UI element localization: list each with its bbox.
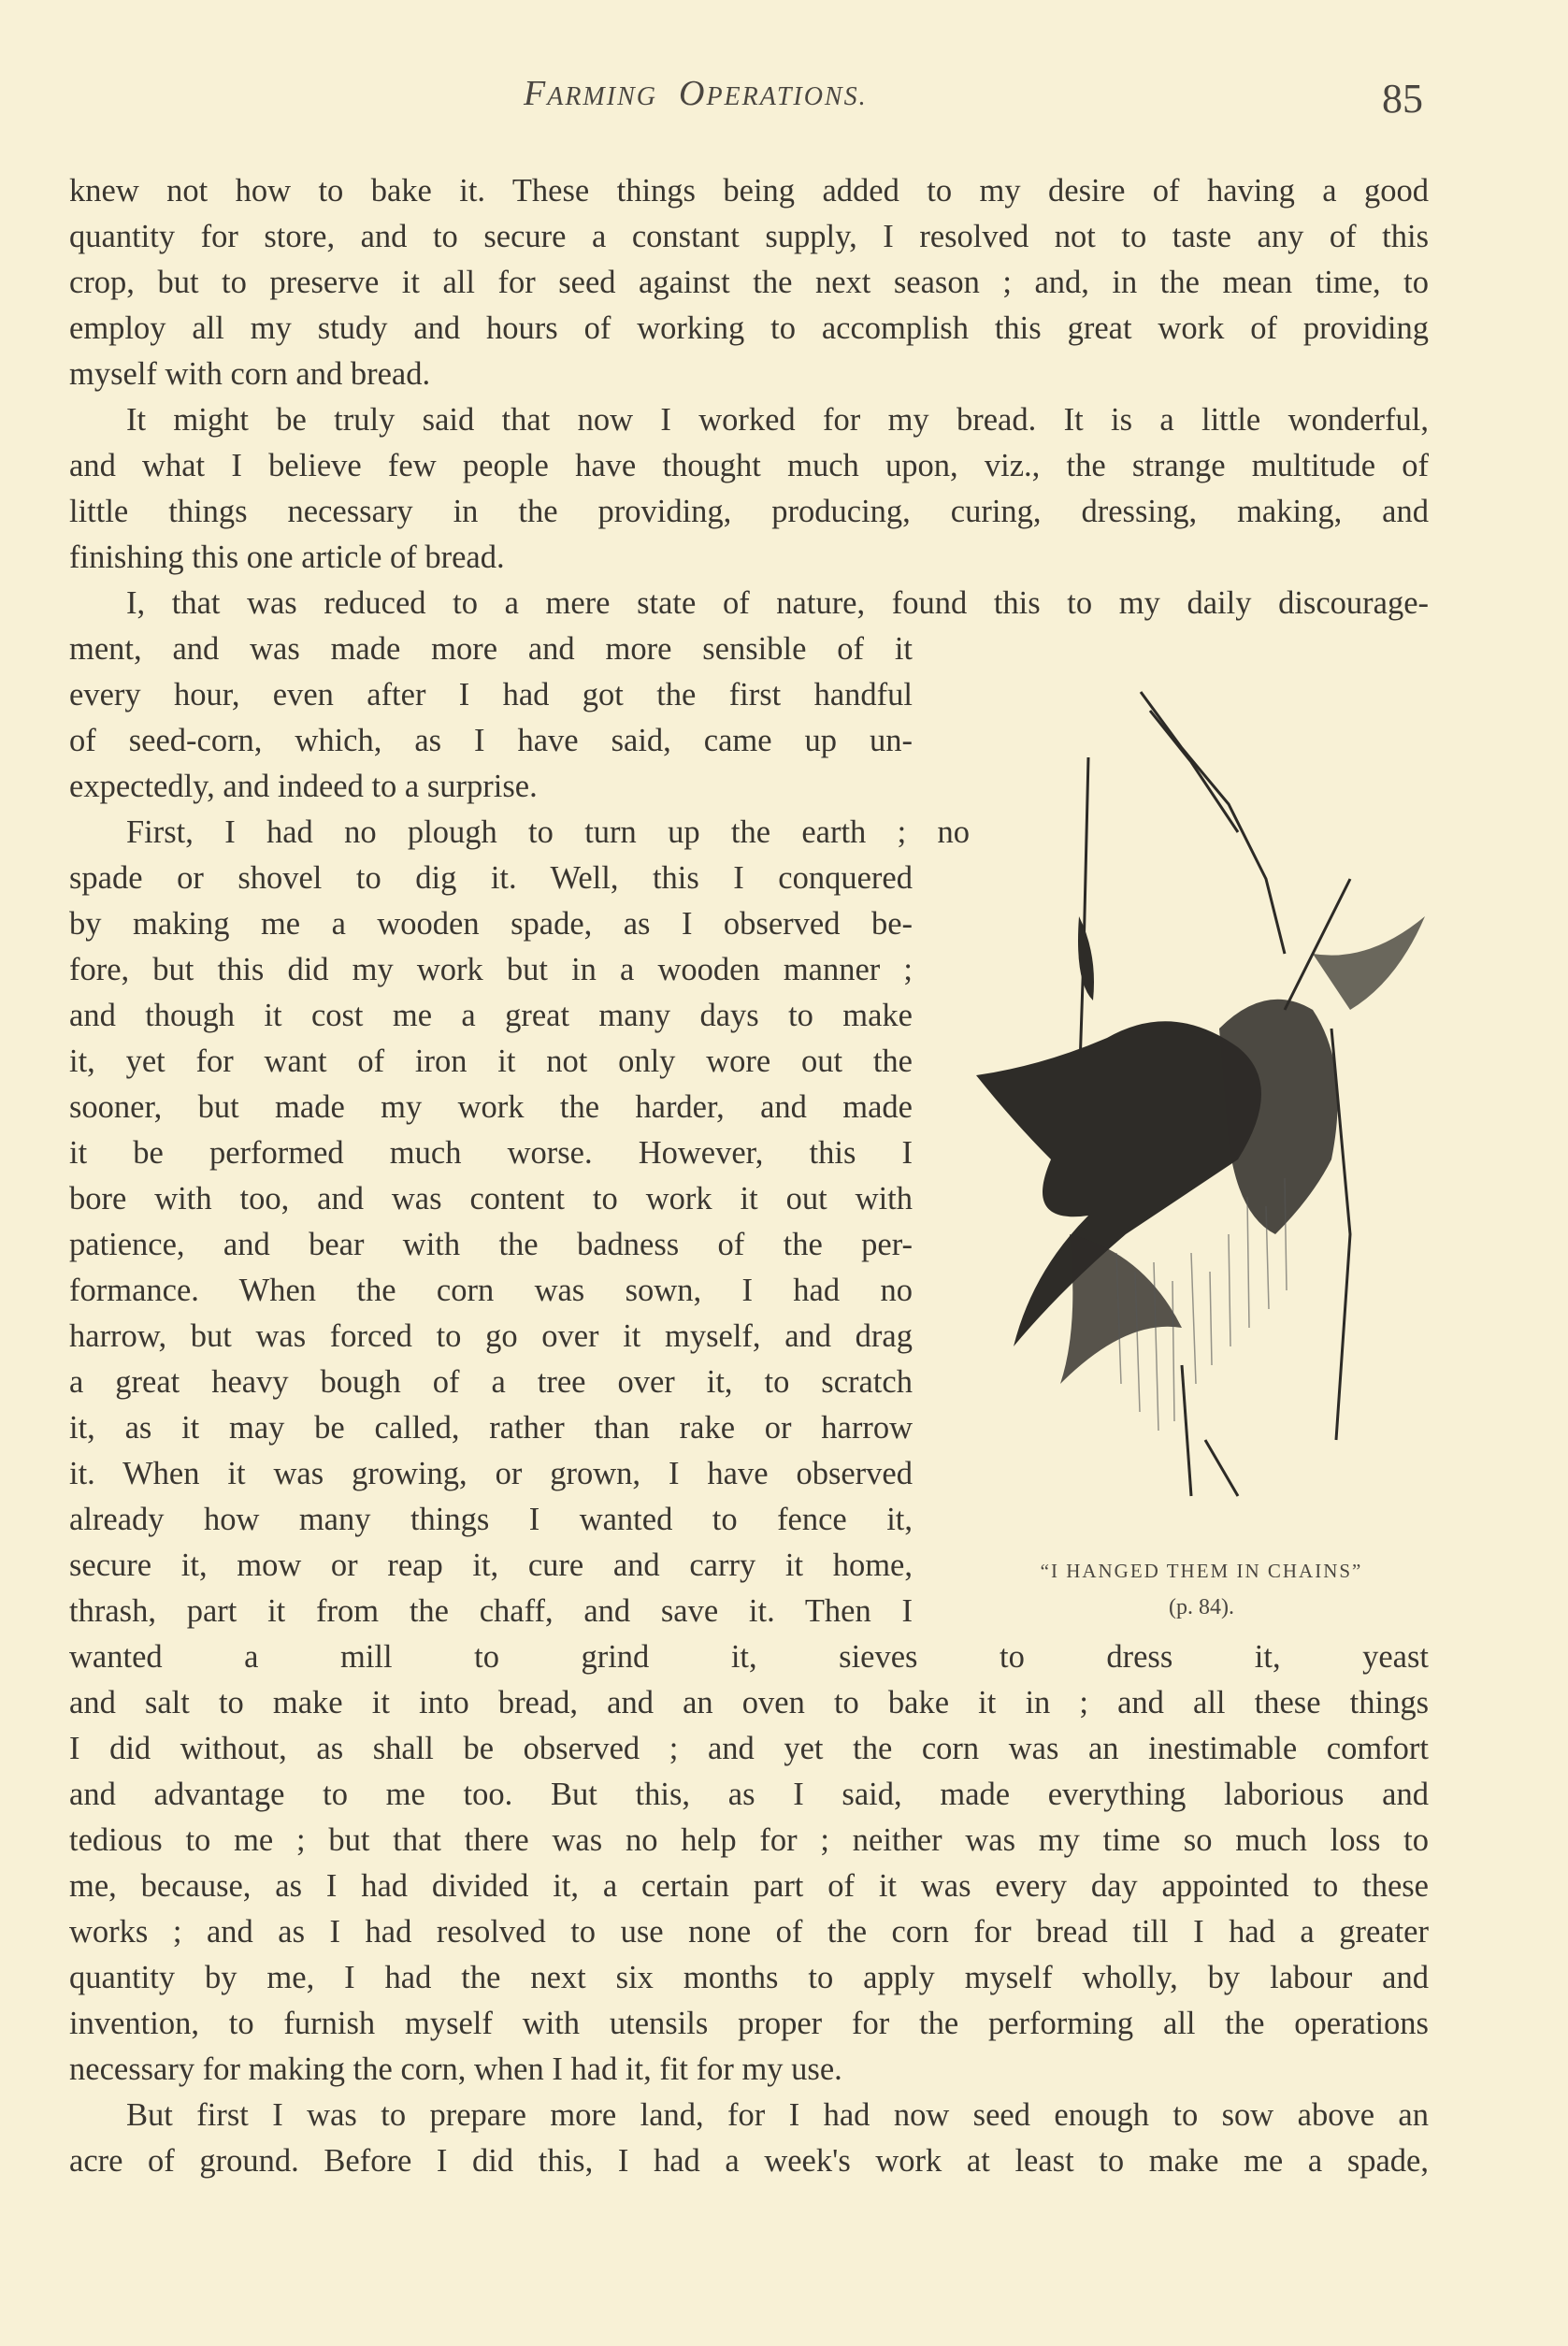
header-word: ARMING: [547, 82, 657, 111]
text-line: and what I believe few people have thought much upon, viz., the strange multitude of: [69, 448, 1429, 483]
illustration-page-reference: (p. 84).: [1169, 1595, 1234, 1619]
text-line: of seed-corn, which, as I have said, came up un-: [69, 723, 913, 758]
header-cap: F: [524, 74, 548, 113]
text-line: and though it cost me a great many days to make: [69, 998, 913, 1033]
text-line: ment, and was made more and more sensible of it: [69, 631, 913, 667]
page-number: 85: [1382, 76, 1423, 122]
header-cap: O: [678, 74, 707, 113]
text-line: tedious to me ; but that there was no help for ; neither was my time so much loss to: [69, 1822, 1429, 1858]
text-line: it be performed much worse. However, this I: [69, 1135, 913, 1171]
text-line: expectedly, and indeed to a surprise.: [69, 769, 538, 804]
text-line: it, as it may be called, rather than rake or harrow: [69, 1410, 913, 1446]
text-line: First, I had no plough to turn up the earth ; no: [126, 814, 970, 850]
text-line: acre of ground. Before I did this, I had a week's work at least to make me a spade,: [69, 2143, 1429, 2179]
text-line: spade or shovel to dig it. Well, this I conquered: [69, 860, 913, 896]
text-line: and advantage to me too. But this, as I said, made everything laborious and: [69, 1777, 1429, 1812]
text-line: knew not how to bake it. These things being added to my desire of having a good: [69, 173, 1429, 209]
text-line: But first I was to prepare more land, for I had now seed enough to sow above an: [126, 2097, 1429, 2133]
hanging-birds-illustration: [957, 673, 1444, 1543]
text-line: it. When it was growing, or grown, I have observed: [69, 1456, 913, 1491]
text-line: harrow, but was forced to go over it myself, and drag: [69, 1318, 913, 1354]
text-line: invention, to furnish myself with utensils proper for the performing all the operations: [69, 2006, 1429, 2041]
text-line: crop, but to preserve it all for seed against the next season ; and, in the mean time, to: [69, 265, 1429, 300]
text-line: every hour, even after I had got the first handful: [69, 677, 913, 712]
running-header: [524, 73, 868, 114]
text-line: finishing this one article of bread.: [69, 540, 505, 575]
text-line: quantity for store, and to secure a constant supply, I resolved not to taste any of this: [69, 219, 1429, 254]
text-line: little things necessary in the providing, producing, curing, dressing, making, and: [69, 494, 1429, 529]
text-line: quantity by me, I had the next six months to apply myself wholly, by labour and: [69, 1960, 1429, 1995]
text-line: sooner, but made my work the harder, and made: [69, 1089, 913, 1125]
text-line: me, because, as I had divided it, a certain part of it was every day appointed to these: [69, 1868, 1429, 1904]
text-line: by making me a wooden spade, as I observed be-: [69, 906, 913, 942]
illustration-caption: “I HANGED THEM IN CHAINS”: [1040, 1560, 1363, 1582]
text-line: patience, and bear with the badness of the per-: [69, 1227, 913, 1262]
text-line: already how many things I wanted to fence it,: [69, 1502, 913, 1537]
text-line: thrash, part it from the chaff, and save it. Then I: [69, 1593, 913, 1629]
text-line: secure it, mow or reap it, cure and carry it home,: [69, 1547, 913, 1583]
header-word: PERATIONS.: [706, 82, 868, 111]
text-line: I did without, as shall be observed ; and yet the corn was an inestimable comfort: [69, 1731, 1429, 1766]
text-line: It might be truly said that now I worked for my bread. It is a little wonderful,: [126, 402, 1429, 438]
text-line: I, that was reduced to a mere state of nature, found this to my daily discourage-: [126, 585, 1429, 621]
text-line: bore with too, and was content to work it out with: [69, 1181, 913, 1216]
text-line: fore, but this did my work but in a wooden manner ;: [69, 952, 913, 987]
text-line: formance. When the corn was sown, I had no: [69, 1273, 913, 1308]
text-line: works ; and as I had resolved to use none of the corn for bread till I had a greater: [69, 1914, 1429, 1950]
text-line: employ all my study and hours of working to accomplish this great work of providing: [69, 310, 1429, 346]
text-line: a great heavy bough of a tree over it, to scratch: [69, 1364, 913, 1400]
text-line: and salt to make it into bread, and an oven to bake it in ; and all these things: [69, 1685, 1429, 1720]
text-line: wanted a mill to grind it, sieves to dress it, yeast: [69, 1639, 1429, 1675]
text-line: necessary for making the corn, when I had it, fit for my use.: [69, 2051, 842, 2087]
text-line: myself with corn and bread.: [69, 356, 431, 392]
text-line: it, yet for want of iron it not only wore out the: [69, 1043, 913, 1079]
